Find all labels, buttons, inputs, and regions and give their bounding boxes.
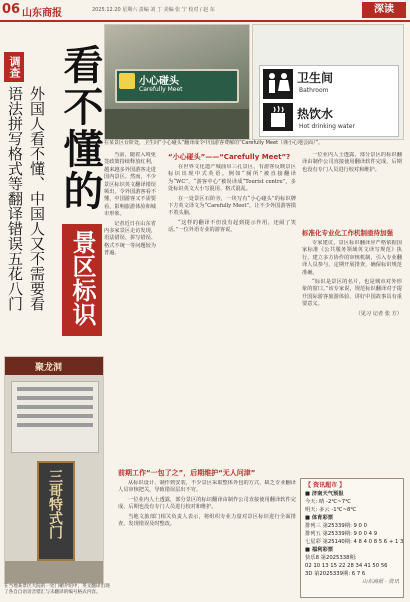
- section2-paragraph: 从标识设计、制作到安装，不少景区采取整体外包的方式，缺乏专业翻译人员审核把关，导致错误层出不穷。: [118, 480, 296, 494]
- info-line: 明天: 多云 -1℃~8℃: [305, 507, 357, 513]
- photo3-caption: 在当地某景区大院的一处门楣介绍中，英文翻译出现了各自自语语音错汇与未翻译的编号格式内容。: [4, 584, 110, 595]
- info-line: 排列五 第25339期: 9 0 0 4 9: [305, 531, 378, 537]
- info-line: 02 10 13 15 22 28 34 41 50 56: [305, 563, 388, 569]
- info-line: 快乐8 第2025338期:: [305, 555, 357, 561]
- info-box: [300, 478, 404, 598]
- plaque-banner-text: 聚龙洞: [35, 363, 63, 373]
- issue-meta: 2025.12.20 星期六 责编 刘 丁 美编 张 宁 校对 / 赵 东: [92, 7, 215, 13]
- info-line: 排列三 第25339期: 9 0 0: [305, 523, 367, 529]
- info-line: 今天: 晴 -2℃~7℃: [305, 499, 352, 505]
- info-box-stamp: 山东商报 · 资讯: [362, 579, 399, 585]
- section1-paragraph: 在一处景区石阶旁，一块写有“小心碰头”的标识牌下方英文译文为“Carefully Meet”，让不少外国游客摸不着头脑。: [168, 195, 296, 217]
- hot-water-english: Hot drinking water: [299, 123, 355, 130]
- photo-plaque: [4, 356, 104, 584]
- section2-paragraph: 一位业内人士透露，部分景区的标识翻译由制作公司直接使用翻译软件完成，后期也没有专门人员进行校对和维护。: [118, 496, 296, 511]
- photo-careful-sign: [104, 24, 250, 140]
- subheadline-1: 外国人看不懂、中国人又不需要看: [28, 86, 46, 311]
- sign-english-text: Carefully Meet: [139, 86, 183, 93]
- section3-paragraph: “标识是景区的名片，也是城市对外形象的窗口。”该专家说，规范标识翻译对于提升国际游客旅游体验、讲好中国故事具有重要意义。: [302, 279, 402, 308]
- info-line: ■ 福利彩票: [305, 547, 334, 553]
- section3-title: 标准化专业化工作机制亟待加强: [302, 229, 393, 237]
- page-header: [0, 0, 410, 22]
- info-line: 七星彩 第25140期: 4 8 4 0 8 5 6 + 1 3: [305, 539, 404, 545]
- subheadline-2: 语法拼写格式等翻译错误五花八门: [6, 86, 24, 311]
- intro-paragraph: 当前，随着入境免签政策持续释放红利，越来越多外国游客走进国内景区。然而，不少景区标识英文翻译错误频出，令外国游客看不懂，中国游客又不需要看，影响旅游体验和城市形象。: [104, 152, 156, 218]
- section3-paragraph: 专家建议，景区标识翻译应严格依据国家标准《公共服务领域英文译写规范》执行，建立多方协作的审核机制，引入专业翻译人员参与，定期开展排查，确保标识规范准确。: [302, 240, 402, 276]
- byline: （见习 记者 张 方）: [355, 310, 402, 317]
- kicker-text: 调查: [8, 56, 21, 78]
- section2-body: [118, 480, 296, 598]
- info-line: ■ 济南天气预报: [305, 491, 344, 497]
- headline-main: 看不懂的: [57, 44, 104, 212]
- section2-paragraph: 一位业内人士透露，部分景区的标识翻译由制作公司直接使用翻译软件完成，后期也没有专门人员进行校对和维护。: [302, 152, 402, 173]
- headline-highlight: 景区标识: [62, 224, 102, 336]
- section3-body: [302, 240, 402, 472]
- section1-paragraph: 在世界文化遗产城曲阜三孔景区，有游客反映景区标识出现中式英语。例如“厕所”被直接翻译为“WC”，“游客中心”被误译成“Tourist centre”，多处标识英文大小写混用、格式混乱。: [168, 164, 296, 193]
- newspaper-name: 山东商报: [22, 8, 62, 19]
- right-column-text: [302, 152, 402, 224]
- section1-paragraph: “这样的翻译不但没有起到提示作用，还闹了笑话。”一位外语专业的游客说。: [168, 219, 296, 234]
- toilet-icon: [263, 69, 293, 99]
- section1-body: [168, 164, 296, 454]
- page-number: 06: [2, 2, 21, 17]
- plaque-title: 三哥特式门: [47, 469, 63, 539]
- section2-paragraph: 当地文旅部门相关负责人表示，将组织专业力量对景区标识进行全面排查，发现错误及时整改。: [118, 513, 296, 528]
- kicker-badge: [4, 52, 24, 82]
- info-line: 3D 第2025339期: 6 7 6: [305, 571, 366, 577]
- photo-bathroom-sign: [252, 24, 404, 140]
- bathroom-label: 卫生间: [297, 71, 334, 85]
- section2-title: 前期工作“一包了之”，后期维护“无人问津”: [118, 469, 256, 477]
- sign-chinese-text: 小心碰头: [139, 76, 179, 87]
- hot-water-label: 热饮水: [297, 107, 334, 121]
- bathroom-english: Bathroom: [299, 87, 329, 94]
- section-tag: 深读: [362, 2, 406, 18]
- photo1-caption: 在某景区台阶处，卫生间“小心碰头”翻译成令中国游客费解的“Carefully Meet（谨小心地会面）”。: [104, 140, 324, 146]
- info-box-title: 【 资讯超市 】: [305, 482, 346, 489]
- hot-water-icon: [263, 103, 293, 131]
- info-line: ■ 体育彩票: [305, 515, 334, 521]
- intro-column: [104, 152, 156, 462]
- section1-title: “小心碰头”——“Carefully Meet”?: [168, 153, 291, 161]
- intro-paragraph: 记者近日在山东省内多家景区走访发现，语法错误、拼写错误、格式不统一等问题较为普遍。: [104, 220, 156, 257]
